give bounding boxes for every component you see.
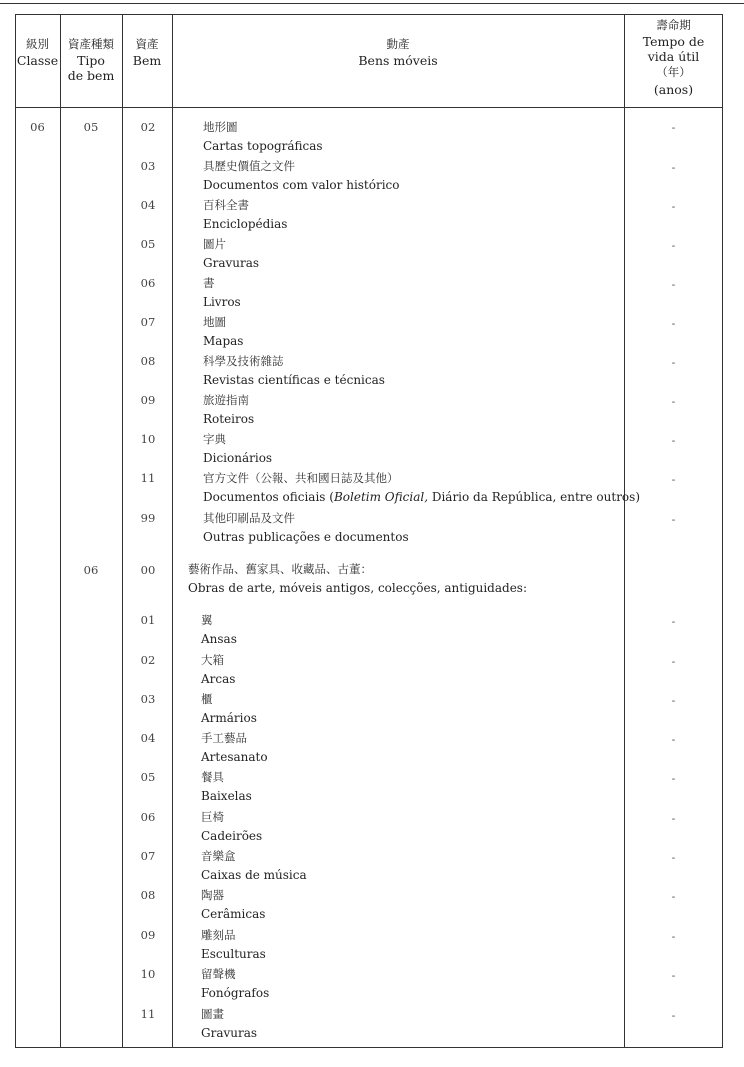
- item-code: 09: [140, 928, 156, 942]
- item-vida: -: [671, 473, 676, 486]
- item-vida: -: [671, 615, 676, 628]
- item-vida: -: [671, 1009, 676, 1022]
- item-pt: Livros: [203, 295, 241, 309]
- item-pt: Cerâmicas: [201, 907, 266, 921]
- header-tipo: [60, 37, 122, 84]
- item-zh: 地圖: [203, 315, 226, 329]
- item-pt: Documentos com valor histórico: [203, 178, 400, 192]
- header-vida-pt-3: (anos): [653, 82, 694, 97]
- header-vida-pt-1: Tempo de: [642, 33, 705, 49]
- item-pt: Armários: [201, 711, 257, 725]
- group2-head-pt: Obras de arte, móveis antigos, colecções, antiguidades:: [188, 581, 528, 595]
- header-tipo-pt-2: de bem: [67, 68, 115, 83]
- item-pt-a: Documentos oficiais (: [203, 490, 334, 504]
- item-pt: Revistas científicas e técnicas: [203, 373, 385, 387]
- item-zh: 科學及技術雜誌: [203, 354, 284, 368]
- item-zh: 地形圖: [203, 120, 238, 134]
- item-code: 11: [140, 471, 156, 485]
- item-pt: Ansas: [201, 632, 237, 646]
- group1-tipo: 05: [83, 120, 99, 134]
- item-zh: 櫃: [201, 692, 213, 706]
- item-vida: -: [671, 969, 676, 982]
- item-vida: -: [671, 733, 676, 746]
- item-code: 05: [140, 237, 156, 251]
- item-zh: 書: [203, 276, 215, 290]
- item-zh: 大箱: [201, 653, 224, 667]
- item-pt: Cadeirões: [201, 829, 263, 843]
- item-pt: Mapas: [203, 334, 244, 348]
- item-vida: -: [671, 513, 676, 526]
- header-vida-zh: 壽命期: [656, 18, 691, 32]
- item-zh: 字典: [203, 432, 226, 446]
- item-vida: -: [671, 851, 676, 864]
- item-code: 11: [140, 1007, 156, 1021]
- item-vida: -: [671, 239, 676, 252]
- item-pt: Caixas de música: [201, 868, 307, 882]
- item-zh: 雕刻品: [201, 928, 236, 942]
- header-vida-pt-2: vida útil: [647, 49, 700, 64]
- top-rule: [0, 3, 744, 4]
- item-pt-italic: Boletim Oficial,: [333, 490, 429, 504]
- item-vida: -: [671, 161, 676, 174]
- item-pt: [203, 490, 640, 504]
- item-code: 99: [140, 511, 156, 525]
- item-pt-b: Diário da República, entre outros): [428, 490, 640, 504]
- item-vida: -: [671, 772, 676, 785]
- item-vida: -: [671, 278, 676, 291]
- item-vida: -: [671, 890, 676, 903]
- header-tipo-zh: 資產種類: [68, 37, 114, 51]
- item-code: 06: [140, 810, 156, 824]
- header-vida: [624, 18, 723, 98]
- item-code: 01: [140, 613, 156, 627]
- item-vida: -: [671, 200, 676, 213]
- item-code: 08: [140, 888, 156, 902]
- item-zh: 陶器: [201, 888, 224, 902]
- item-code: 07: [140, 849, 156, 863]
- header-classe-zh: 級別: [26, 37, 49, 51]
- item-pt: Fonógrafos: [201, 986, 270, 1000]
- group2-tipo: 06: [83, 563, 99, 577]
- item-zh: 圖片: [203, 237, 226, 251]
- item-code: 02: [140, 653, 156, 667]
- item-pt: Esculturas: [201, 947, 266, 961]
- item-code: 02: [140, 120, 156, 134]
- group2-head-zh: 藝術作品、舊家具、收藏品、古董：: [188, 562, 372, 576]
- item-code: 03: [140, 692, 156, 706]
- header-classe-pt: Classe: [16, 52, 59, 68]
- item-zh: 具歷史價值之文件: [203, 159, 295, 173]
- item-zh: 百科全書: [203, 198, 249, 212]
- item-zh: 旅遊指南: [203, 393, 249, 407]
- header-classe: [15, 37, 60, 68]
- header-moveis-zh: 動產: [386, 37, 410, 51]
- item-code: 04: [140, 731, 156, 745]
- item-zh: 翼: [201, 613, 213, 627]
- header-bem-zh: 資產: [135, 37, 159, 51]
- item-code: 09: [140, 393, 156, 407]
- item-code: 03: [140, 159, 156, 173]
- item-pt: Gravuras: [203, 256, 260, 270]
- item-zh: 留聲機: [201, 967, 236, 981]
- item-zh: 其他印刷品及文件: [203, 511, 295, 525]
- item-vida: -: [671, 930, 676, 943]
- item-vida: -: [671, 356, 676, 369]
- item-zh: 餐具: [201, 770, 224, 784]
- item-code: 10: [140, 967, 156, 981]
- item-pt: Outras publicações e documentos: [203, 530, 409, 544]
- item-pt: Enciclopédias: [203, 217, 288, 231]
- item-code: 07: [140, 315, 156, 329]
- item-pt: Arcas: [201, 672, 236, 686]
- group1-classe: 06: [30, 120, 45, 134]
- header-moveis-pt: Bens móveis: [358, 52, 438, 68]
- item-zh: 音樂盒: [201, 849, 236, 863]
- item-vida: -: [671, 395, 676, 408]
- header-bem-pt: Bem: [132, 52, 162, 68]
- item-zh: 巨椅: [201, 810, 224, 824]
- column-divider-1: [60, 14, 61, 1048]
- item-pt: Baixelas: [201, 789, 252, 803]
- item-code: 08: [140, 354, 156, 368]
- item-vida: -: [671, 694, 676, 707]
- header-moveis: [172, 37, 624, 68]
- item-vida: -: [671, 121, 676, 134]
- header-bem: [122, 37, 172, 68]
- header-divider: [15, 107, 723, 108]
- group2-head-code: 00: [140, 563, 156, 577]
- item-pt: Gravuras: [201, 1026, 258, 1040]
- item-code: 06: [140, 276, 156, 290]
- item-zh: 圖畫: [201, 1007, 224, 1021]
- item-vida: -: [671, 812, 676, 825]
- item-vida: -: [671, 434, 676, 447]
- item-pt: Roteiros: [203, 412, 255, 426]
- item-pt: Cartas topográficas: [203, 139, 323, 153]
- item-code: 10: [140, 432, 156, 446]
- item-vida: -: [671, 317, 676, 330]
- item-code: 04: [140, 198, 156, 212]
- item-pt: Artesanato: [201, 750, 268, 764]
- item-zh: 官方文件（公報、共和國日誌及其他）: [203, 471, 399, 485]
- item-code: 05: [140, 770, 156, 784]
- item-zh: 手工藝品: [201, 731, 247, 745]
- header-vida-zh-2: （年）: [656, 64, 691, 79]
- item-pt: Dicionários: [203, 451, 273, 465]
- item-vida: -: [671, 655, 676, 668]
- header-tipo-pt-1: Tipo: [77, 52, 105, 68]
